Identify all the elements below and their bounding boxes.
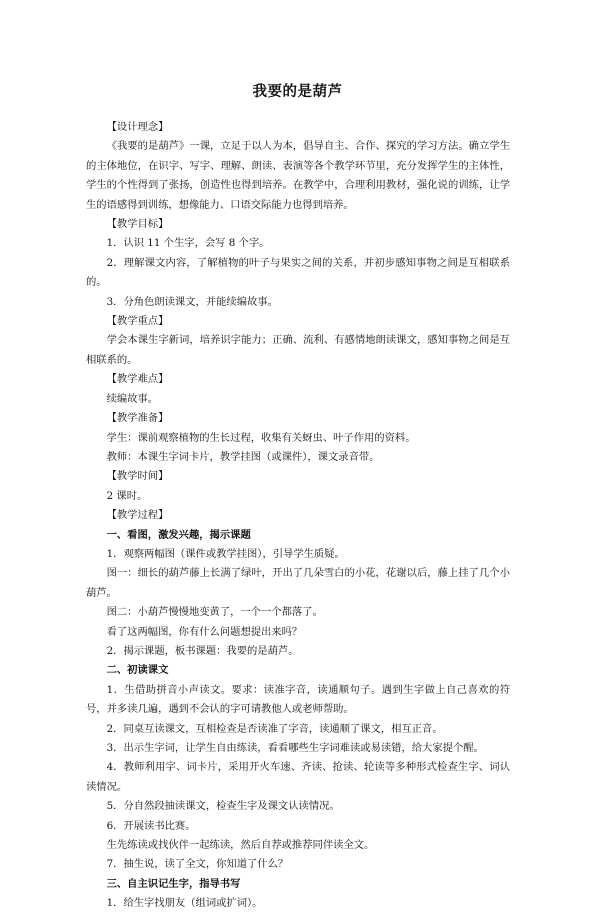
paragraph: 7．抽生说，读了全文，你知道了什么？ <box>106 858 289 871</box>
paragraph: 续编故事。 <box>106 392 159 405</box>
paragraph: 2．同桌互读课文，互相检查是否读准了字音，读通顺了课文，相互正音。 <box>106 722 443 735</box>
section-heading: 一、看图，激发兴趣，揭示课题 <box>106 528 251 541</box>
paragraph: 2．揭示课题，板书课题：我要的是葫芦。 <box>106 644 299 657</box>
paragraph: 学会本课生字新词，培养识字能力；正确、流利、有感情地朗读课文，感知事物之间是互相联系的。 <box>86 334 510 366</box>
paragraph: 图二：小葫芦慢慢地变黄了，一个一个都落了。 <box>106 606 323 619</box>
paragraph: 3．分角色朗读课文，并能续编故事。 <box>106 295 278 308</box>
document-body <box>86 118 510 914</box>
paragraph: 1．观察两幅图（课件或教学挂图），引导学生质疑。 <box>106 547 345 560</box>
paragraph: 生先练读或找伙伴一起练读，然后自荐或推荐同伴读全文。 <box>106 839 375 852</box>
paragraph: 【教学过程】 <box>106 509 169 522</box>
section-heading: 三、自主识记生字，指导书写 <box>106 877 241 890</box>
paragraph: 4．教师利用字、词卡片，采用开火车速、齐读、抢读、轮读等多种形式检查生字、词认读情况。 <box>86 761 510 793</box>
section-heading: 二、初读课文 <box>106 664 169 677</box>
paragraph: 1．给生字找朋友（组词或扩词）。 <box>106 897 263 910</box>
paragraph: 【教学重点】 <box>106 315 169 328</box>
paragraph: 【教学时间】 <box>106 470 169 483</box>
paragraph: 看了这两幅图，你有什么问题想提出来吗？ <box>106 625 303 638</box>
paragraph: 6．开展读书比赛。 <box>106 819 196 832</box>
paragraph: 《我要的是葫芦》一课，立足于以人为本，倡导自主、合作、探究的学习方法。确立学生的主体地位，在识字、写字、理解、朗读、表演等各个教学环节里，充分发挥学生的主体性，学生的个性得到了张扬，创造性也得到培养。在教学中，合理利用教材，强化说的训练，让学生的语感得到训练，想像能力、口语交际能力也得到培养。 <box>86 140 510 211</box>
paragraph: 【教学难点】 <box>106 373 169 386</box>
paragraph: 5．分自然段抽读课文，检查生字及课文认读情况。 <box>106 800 340 813</box>
paragraph: 1．认识 11 个生字，会写 8 个字。 <box>106 237 270 250</box>
paragraph: 2 课时。 <box>106 489 148 502</box>
paragraph: 图一：细长的葫芦藤上长满了绿叶，开出了几朵雪白的小花，花谢以后，藤上挂了几个小葫芦。 <box>86 567 510 599</box>
paragraph: 【教学目标】 <box>106 218 169 231</box>
document-title: 我要的是葫芦 <box>252 84 343 100</box>
paragraph: 1．生借助拼音小声读文。要求：读准字音，读通顺句子。遇到生字做上自己喜欢的符号，并多读几遍，遇到不会认的字可请教他人或老师帮助。 <box>86 683 510 716</box>
paragraph: 2．理解课文内容，了解植物的叶子与果实之间的关系，并初步感知事物之间是互相联系的。 <box>86 256 510 289</box>
paragraph: 3．出示生字词，让学生自由练读，看看哪些生字词难读或易读错，给大家提个醒。 <box>106 742 484 754</box>
paragraph: 【设计理念】 <box>106 121 169 133</box>
paragraph: 学生：课前观察植物的生长过程，收集有关蚜虫、叶子作用的资料。 <box>106 431 416 444</box>
paragraph: 教师：本课生字词卡片，教学挂图（或课件），课文录音带。 <box>106 450 380 463</box>
paragraph: 【教学准备】 <box>106 412 169 425</box>
